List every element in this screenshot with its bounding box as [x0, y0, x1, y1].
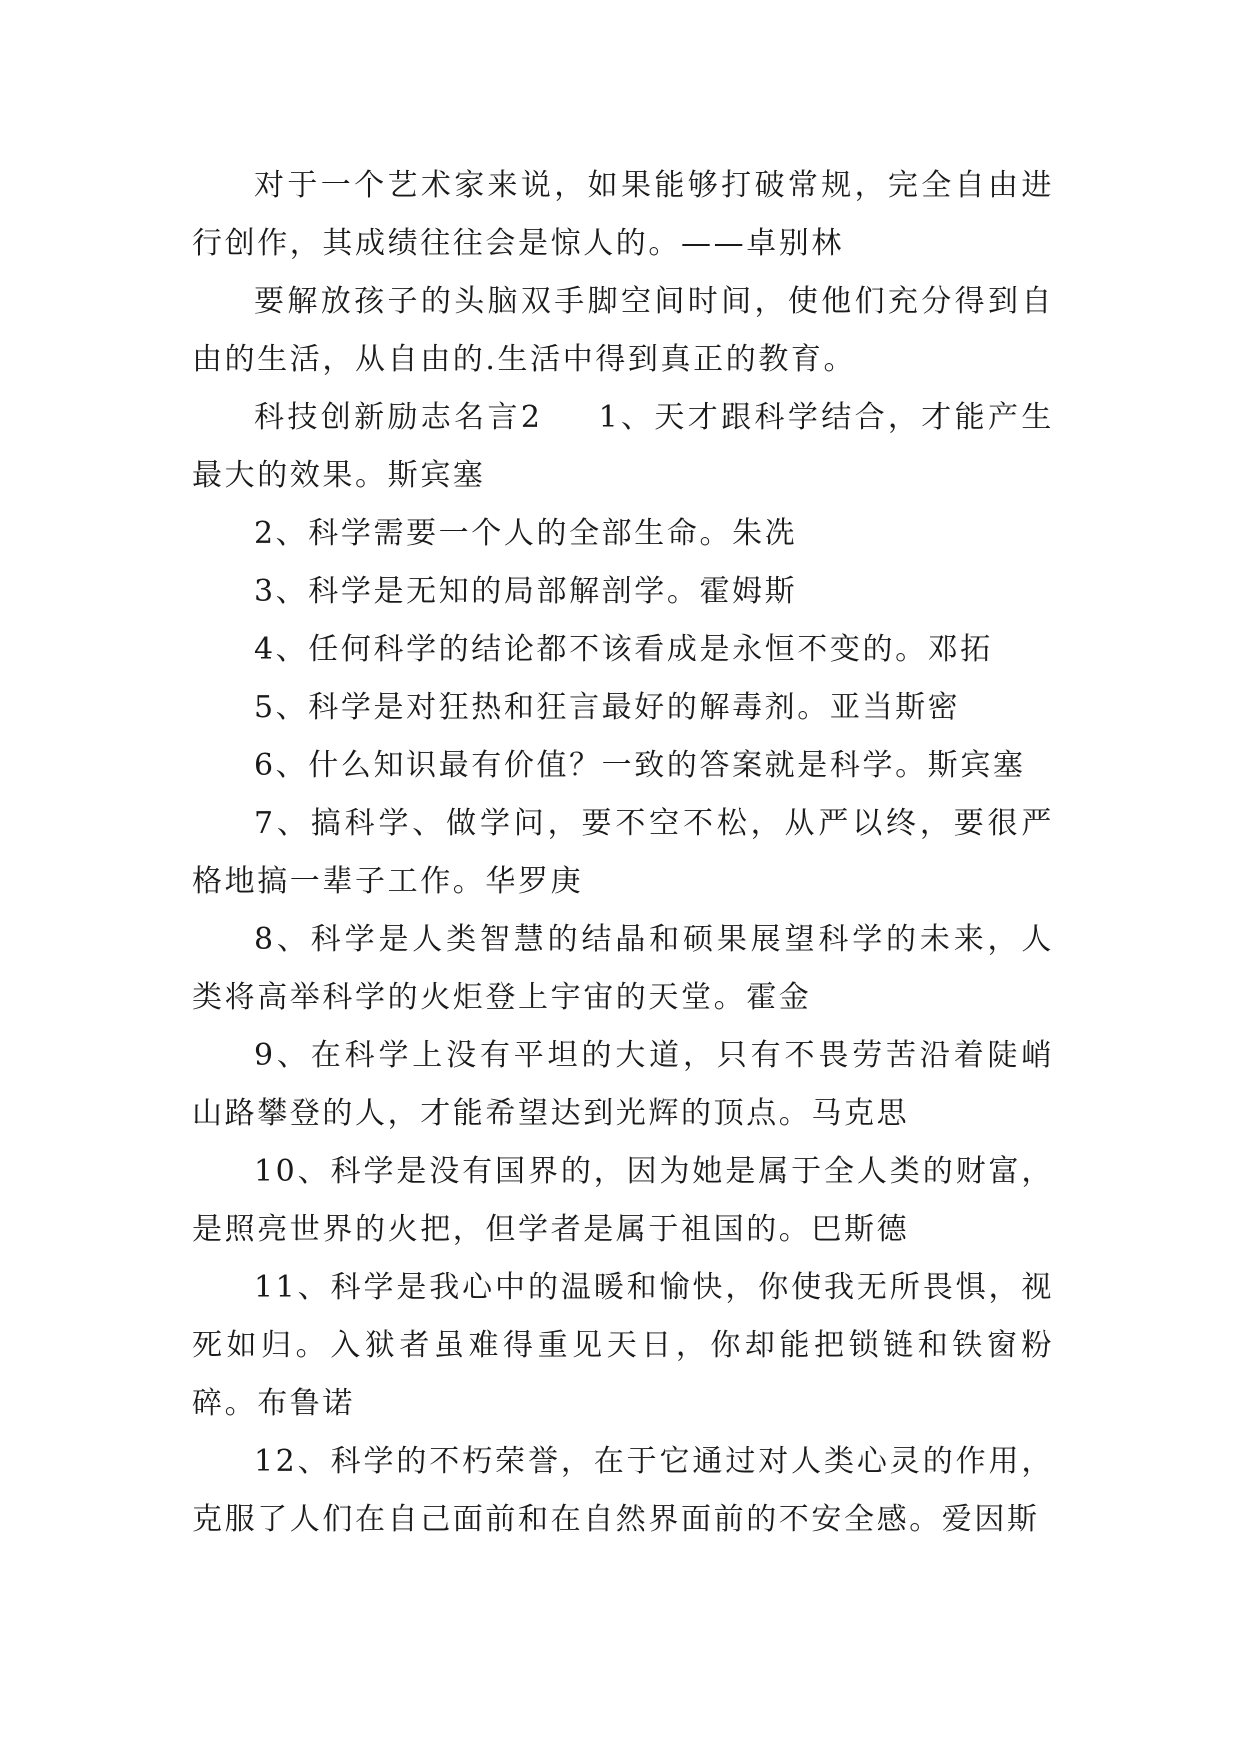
quote-item: 7、搞科学、做学问，要不空不松，从严以终，要很严格地搞一辈子工作。华罗庚	[192, 806, 1054, 899]
quote-item: 10、科学是没有国界的，因为她是属于全人类的财富，是照亮世界的火把，但学者是属于祖国的。巴斯德	[192, 1154, 1054, 1247]
quote-item: 1、天才跟科学结合，才能产生最大的效果。斯宾塞	[192, 400, 1054, 493]
quote-item: 2、科学需要一个人的全部生命。朱冼	[254, 516, 798, 551]
quote-item: 11、科学是我心中的温暖和愉快，你使我无所畏惧，视死如归。入狱者虽难得重见天日，你却能把锁链和铁窗粉碎。布鲁诺	[192, 1270, 1054, 1421]
quote-item: 12、科学的不朽荣誉，在于它通过对人类心灵的作用，克服了人们在自己面前和在自然界面前的不安全感。爱因斯	[192, 1444, 1054, 1537]
quote-item: 3、科学是无知的局部解剖学。霍姆斯	[254, 574, 798, 609]
paragraph-chaplin-quote: 对于一个艺术家来说，如果能够打破常规，完全自由进行创作，其成绩往往会是惊人的。——卓别林	[192, 168, 1054, 261]
section-title: 科技创新励志名言2	[254, 400, 543, 435]
quote-item: 5、科学是对狂热和狂言最好的解毒剂。亚当斯密	[254, 690, 961, 725]
quote-item: 8、科学是人类智慧的结晶和硕果展望科学的未来，人类将高举科学的火炬登上宇宙的天堂。霍金	[192, 922, 1054, 1015]
quote-item: 9、在科学上没有平坦的大道，只有不畏劳苦沿着陡峭山路攀登的人，才能希望达到光辉的顶点。马克思	[192, 1038, 1054, 1131]
quote-item: 6、什么知识最有价值？一致的答案就是科学。斯宾塞	[254, 748, 1026, 783]
paragraph-education-quote: 要解放孩子的头脑双手脚空间时间，使他们充分得到自由的生活，从自由的.生活中得到真正的教育。	[192, 284, 1054, 377]
section-heading-paragraph	[192, 389, 1054, 505]
document-body	[192, 157, 1054, 1549]
quote-item: 4、任何科学的结论都不该看成是永恒不变的。邓拓	[254, 632, 993, 667]
